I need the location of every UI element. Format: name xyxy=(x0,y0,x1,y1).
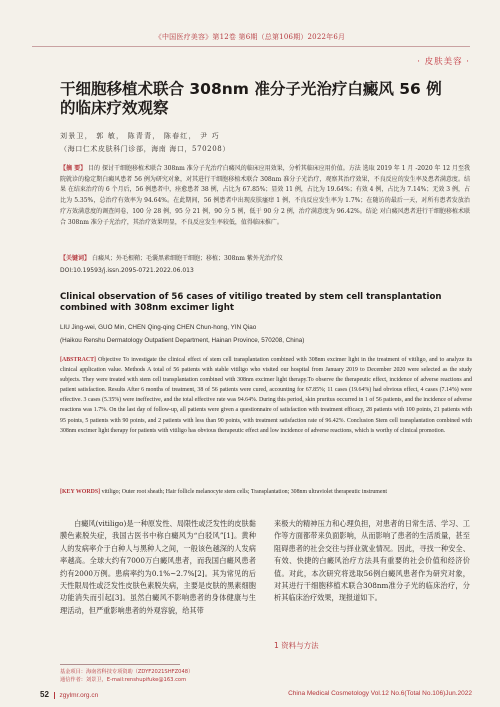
section-heading: 1 资料与方法 xyxy=(274,641,319,650)
footnote-author: 通信作者：刘景卫，E-mail:renshupifuke@163.com xyxy=(60,677,187,683)
title-english xyxy=(60,292,460,314)
header-rule xyxy=(32,46,470,47)
keywords-en-text: vitiligo; Outer root sheath; Hair follicle melanocyte stem cells; Transplantation; 308nm ultraviolet therapeutic instrument xyxy=(101,489,388,495)
title-en-line2: combined with 308nm excimer light xyxy=(60,303,234,313)
title-en-line1: Clinical observation of 56 cases of vitiligo treated by stem cell transplantation xyxy=(60,292,442,302)
abstract-english xyxy=(60,355,472,436)
footnote-rule xyxy=(60,664,180,665)
abstract-en-label: [ABSTRACT] xyxy=(60,357,97,363)
title-cn-line2: 的临床疗效观察 xyxy=(60,99,169,117)
affiliation-chinese: （海口仁术皮肤科门诊部，海南 海口，570208） xyxy=(60,145,230,153)
footer-divider xyxy=(54,692,55,699)
authors-english: LIU Jing-wei, GUO Min, CHEN Qing-qing CHEN Chun-hong, YIN Qiao xyxy=(60,324,257,331)
abstract-en-text: Objective To investigate the clinical effect of stem cell transplantation combined with 308nm excimer light in the treatment of vitiligo, and to analyze its clinical application value. Methods A total of 56 patients with stable vitiligo who visited our hospital from January 2019 to December 2020 were selected as the study subjects. They were treated with stem cell transplantation combined with 308nm excimer light therapy.To observe the therapeutic effect, incidence of adverse reactions and patient satisfaction. Results After 6 months of treatment, 38 of 56 patients were cured, accounting for 67.85%; 11 cases (19.64%) had obvious effect, 4 cases (7.14%) were effective. 3 cases (5.35%) were ineffective, and the total effective rate was 94.64%. During this period, skin pruritus occurred in 1 of 56 patients, and the incidence of adverse reactions was 1.7%. On the last day of follow-up, all patients were given a questionnaire of satisfaction with treatment efficacy, 28 patients with 100 points, 21 patients with 95 points, 5 patients with 90 points, and 2 patients with less than 90 points, with treatment satisfaction rate of 96.42%. Conclusion Stem cell transplantation combined with 308nm excimer light therapy for patients with vitiligo has obvious therapeutic effect and low incidence of adverse reactions, which is worthy of clinical promotion. xyxy=(60,357,473,434)
abstract-cn-text: 目的 探讨干细胞移植术联合 308nm 准分子光治疗白癜风的临床应用效果，分析其临床应用价值。方法 选取 2019 年 1 月 -2020 年 12 月至我院就诊的稳定期白癜风患者 56 例为研究对象，对其进行干细胞移植术联合 308nm 准分子光治疗，观察其治疗效果，不良反应的发生率及患者满意度。结果 在结束治疗的 6 个月后，56 例患者中，痊愈患者 38 例，占比为 67.85%；显效 11 例，占比为 19.64%；有效 4 例，占比为 7.14%；无效 3 例，占比为 5.35%，总治疗有效率为 94.64%。在此期间，56 例患者中出现皮肤瘙痒 1 例，不良反应发生率为 1.7%；在随访的最后一天，对所有患者发放治疗方效满意度的调查问卷，100 分 28 例，95 分 21 例，90 分 5 例，低于 90 分 2 例，治疗满意度为 96.42%。结论 对白癜风患者进行干细胞移植术联合 308nm 准分子光治疗，其治疗效果明显，不良反应发生率较低，值得临床推广。 xyxy=(60,165,471,226)
keywords-english xyxy=(60,487,472,497)
body-column-left xyxy=(60,518,256,617)
journal-header: 《中国医疗美容》第12卷 第6期（总第106期）2022年6月 xyxy=(154,33,346,41)
footer-website: zgylmr.org.cn xyxy=(59,692,99,699)
keywords-en-label: [KEY WORDS] xyxy=(60,489,101,495)
doi: DOI:10.19593/j.issn.2095-0721.2022.06.013 xyxy=(60,267,194,274)
footnote-fund: 基金项目：海南省科技专项资助（ZDYF2021SHFZ048） xyxy=(60,669,194,675)
footer-journal: China Medical Cosmetology Vol.12 No.6(Total No.106)Jun.2022 xyxy=(288,690,472,697)
keywords-cn-text: 白癜风；外毛根鞘；毛囊黑素细胞干细胞；移植；308nm 紫外光治疗仪 xyxy=(91,255,283,262)
keywords-cn-label: 【关键词】 xyxy=(60,255,91,262)
section-tag: · 皮肤美容 · xyxy=(417,57,470,67)
body-paragraph: 来极大的精神压力和心理负担，对患者的日常生活、学习、工作等方面都带来负面影响，从而影响了患者的生活质量，甚至阻碍患者的社会交往与择业就业情况。因此，寻找一种安全、有效、快捷的白癜风治疗方法具有重要的社会价值和经济价值。对此，本次研究将选取56例白癜风患者作为研究对象，对其进行干细胞移植术联合308nm准分子光的临床治疗，分析其临床治疗效果，现报道如下。 xyxy=(274,519,470,603)
page-number: 52 xyxy=(40,690,49,699)
keywords-chinese xyxy=(60,253,470,262)
title-cn-line1: 干细胞移植术联合 308nm 准分子光治疗白癜风 56 例 xyxy=(60,80,442,98)
abstract-cn-label: 【摘 要】 xyxy=(60,165,87,172)
body-paragraph: 白癜风(vitiligo)是一种原发性、局限性或泛发性的皮肤黏膜色素脱失症，我国古医书中称白癜风为“白驳风”[1]。黄种人的发病率介于白种人与黑种人之间，一般该色越深的人发病率越高。全球大约有7000万白癜风患者，而我国白癜风患者约有2000万例。患病率约为0.1%~2.7%[2]。其为常见的后天性限局性或泛发性皮肤色素脱失病，主要是皮肤的黑素细胞功能消失而引起[3]。虽然白癜风不影响患者的身体健康与生理活动，但严重影响患者的外观容貌，给其带 xyxy=(60,519,256,615)
body-column-right xyxy=(274,518,470,605)
title-chinese xyxy=(60,80,460,118)
footer-left xyxy=(40,690,98,699)
affiliation-english: (Haikou Renshu Dermatology Outpatient Department, Hainan Province, 570208, China) xyxy=(60,337,305,344)
abstract-chinese xyxy=(60,164,470,228)
authors-chinese: 刘景卫， 郭 敏， 陈青青， 陈春红， 尹 巧 xyxy=(60,132,220,140)
